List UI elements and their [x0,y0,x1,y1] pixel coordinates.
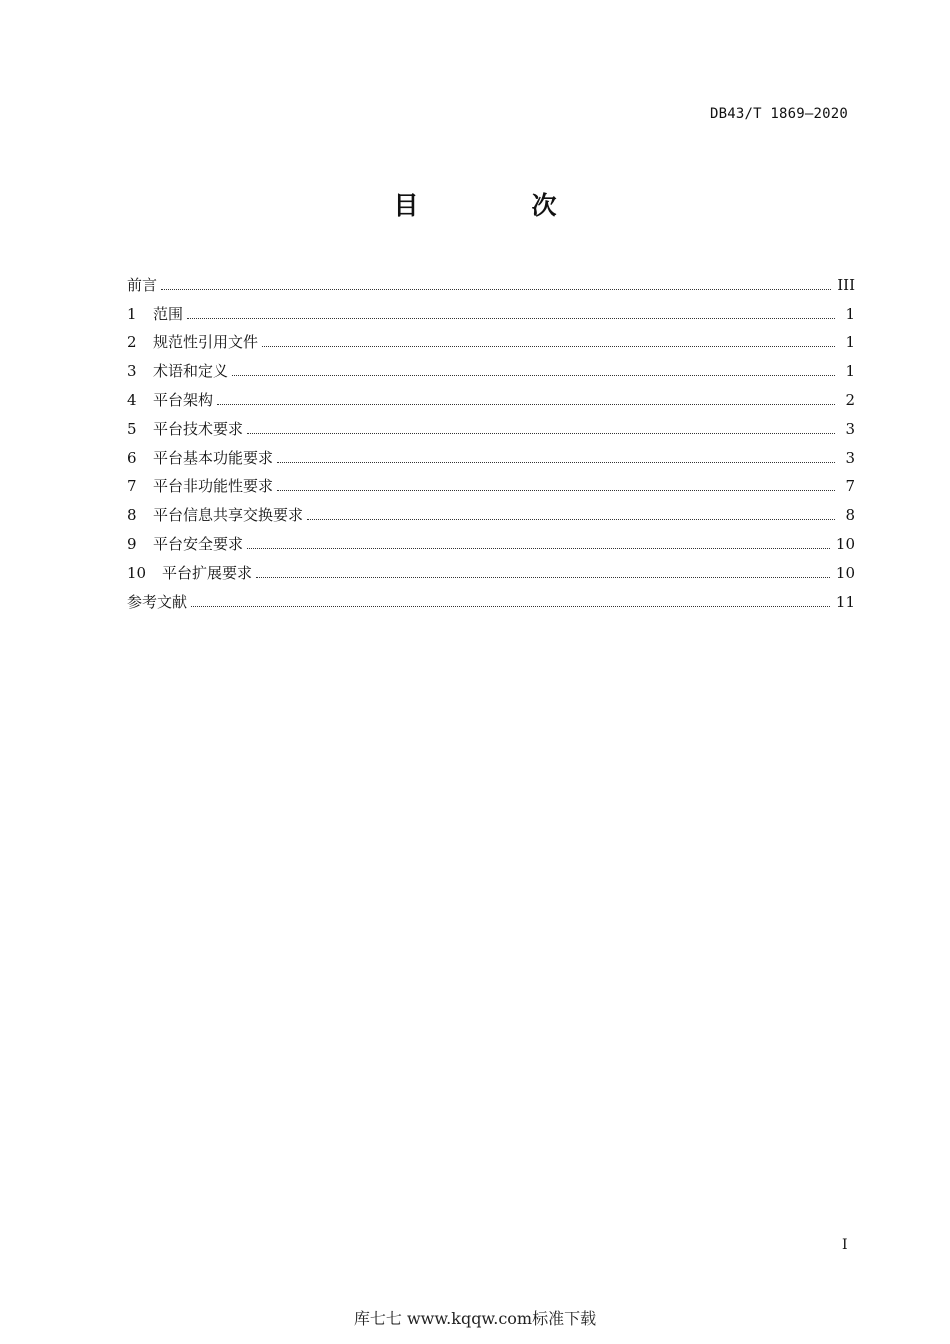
table-of-contents [127,266,857,612]
toc-entry-number: 6 [127,448,137,467]
toc-entry-page: III [837,275,855,294]
toc-entry-page: 8 [845,506,855,525]
toc-entry-label: 平台技术要求 [153,419,244,438]
toc-entry-page: 10 [835,534,855,553]
toc-entry-page: 1 [845,304,855,323]
toc-entry-number: 3 [127,362,137,381]
toc-entry-references[interactable] [127,583,857,612]
toc-entry-number: 4 [127,390,137,409]
dot-leader [191,606,830,607]
dot-leader [277,490,835,491]
toc-entry-10[interactable] [127,554,857,583]
toc-entry-preface[interactable] [127,266,857,295]
toc-entry-8[interactable] [127,496,857,525]
dot-leader [262,346,835,347]
page-number: I [842,1237,848,1253]
toc-entry-label: 平台信息共享交换要求 [153,506,304,525]
footer-watermark: 库七七 www.kqqw.com标准下载 [353,1309,597,1328]
toc-entry-number: 9 [127,534,137,553]
toc-entry-label: 前言 [127,275,158,294]
toc-entry-page: 11 [835,592,855,611]
toc-entry-label: 平台架构 [153,390,214,409]
toc-entry-label: 平台扩展要求 [162,563,253,582]
toc-entry-3[interactable] [127,352,857,381]
dot-leader [232,375,835,376]
toc-entry-page: 1 [845,333,855,352]
dot-leader [217,404,835,405]
toc-entry-label: 范围 [153,304,184,323]
toc-entry-page: 2 [845,390,855,409]
toc-entry-label: 平台非功能性要求 [153,477,274,496]
toc-entry-label: 规范性引用文件 [153,333,259,352]
toc-entry-page: 3 [845,448,855,467]
dot-leader [187,318,835,319]
dot-leader [247,548,830,549]
dot-leader [161,289,831,290]
toc-entry-number: 8 [127,506,137,525]
toc-entry-7[interactable] [127,468,857,497]
toc-entry-page: 10 [835,563,855,582]
toc-entry-number: 10 [127,563,147,582]
toc-entry-4[interactable] [127,381,857,410]
toc-entry-1[interactable] [127,295,857,324]
toc-entry-2[interactable] [127,324,857,353]
page-title: 目 次 [393,191,601,220]
toc-entry-number: 7 [127,477,137,496]
dot-leader [307,519,835,520]
toc-entry-number: 5 [127,419,137,438]
dot-leader [277,462,835,463]
toc-entry-page: 1 [845,362,855,381]
dot-leader [256,577,830,578]
toc-entry-page: 3 [845,419,855,438]
toc-entry-6[interactable] [127,439,857,468]
toc-entry-label: 参考文献 [127,592,188,611]
toc-entry-number: 2 [127,333,137,352]
toc-entry-label: 术语和定义 [153,362,229,381]
toc-entry-page: 7 [845,477,855,496]
toc-entry-9[interactable] [127,525,857,554]
toc-entry-label: 平台安全要求 [153,534,244,553]
toc-entry-5[interactable] [127,410,857,439]
dot-leader [247,433,835,434]
toc-entry-label: 平台基本功能要求 [153,448,274,467]
standard-code: DB43/T 1869—2020 [709,106,848,122]
toc-entry-number: 1 [127,304,137,323]
